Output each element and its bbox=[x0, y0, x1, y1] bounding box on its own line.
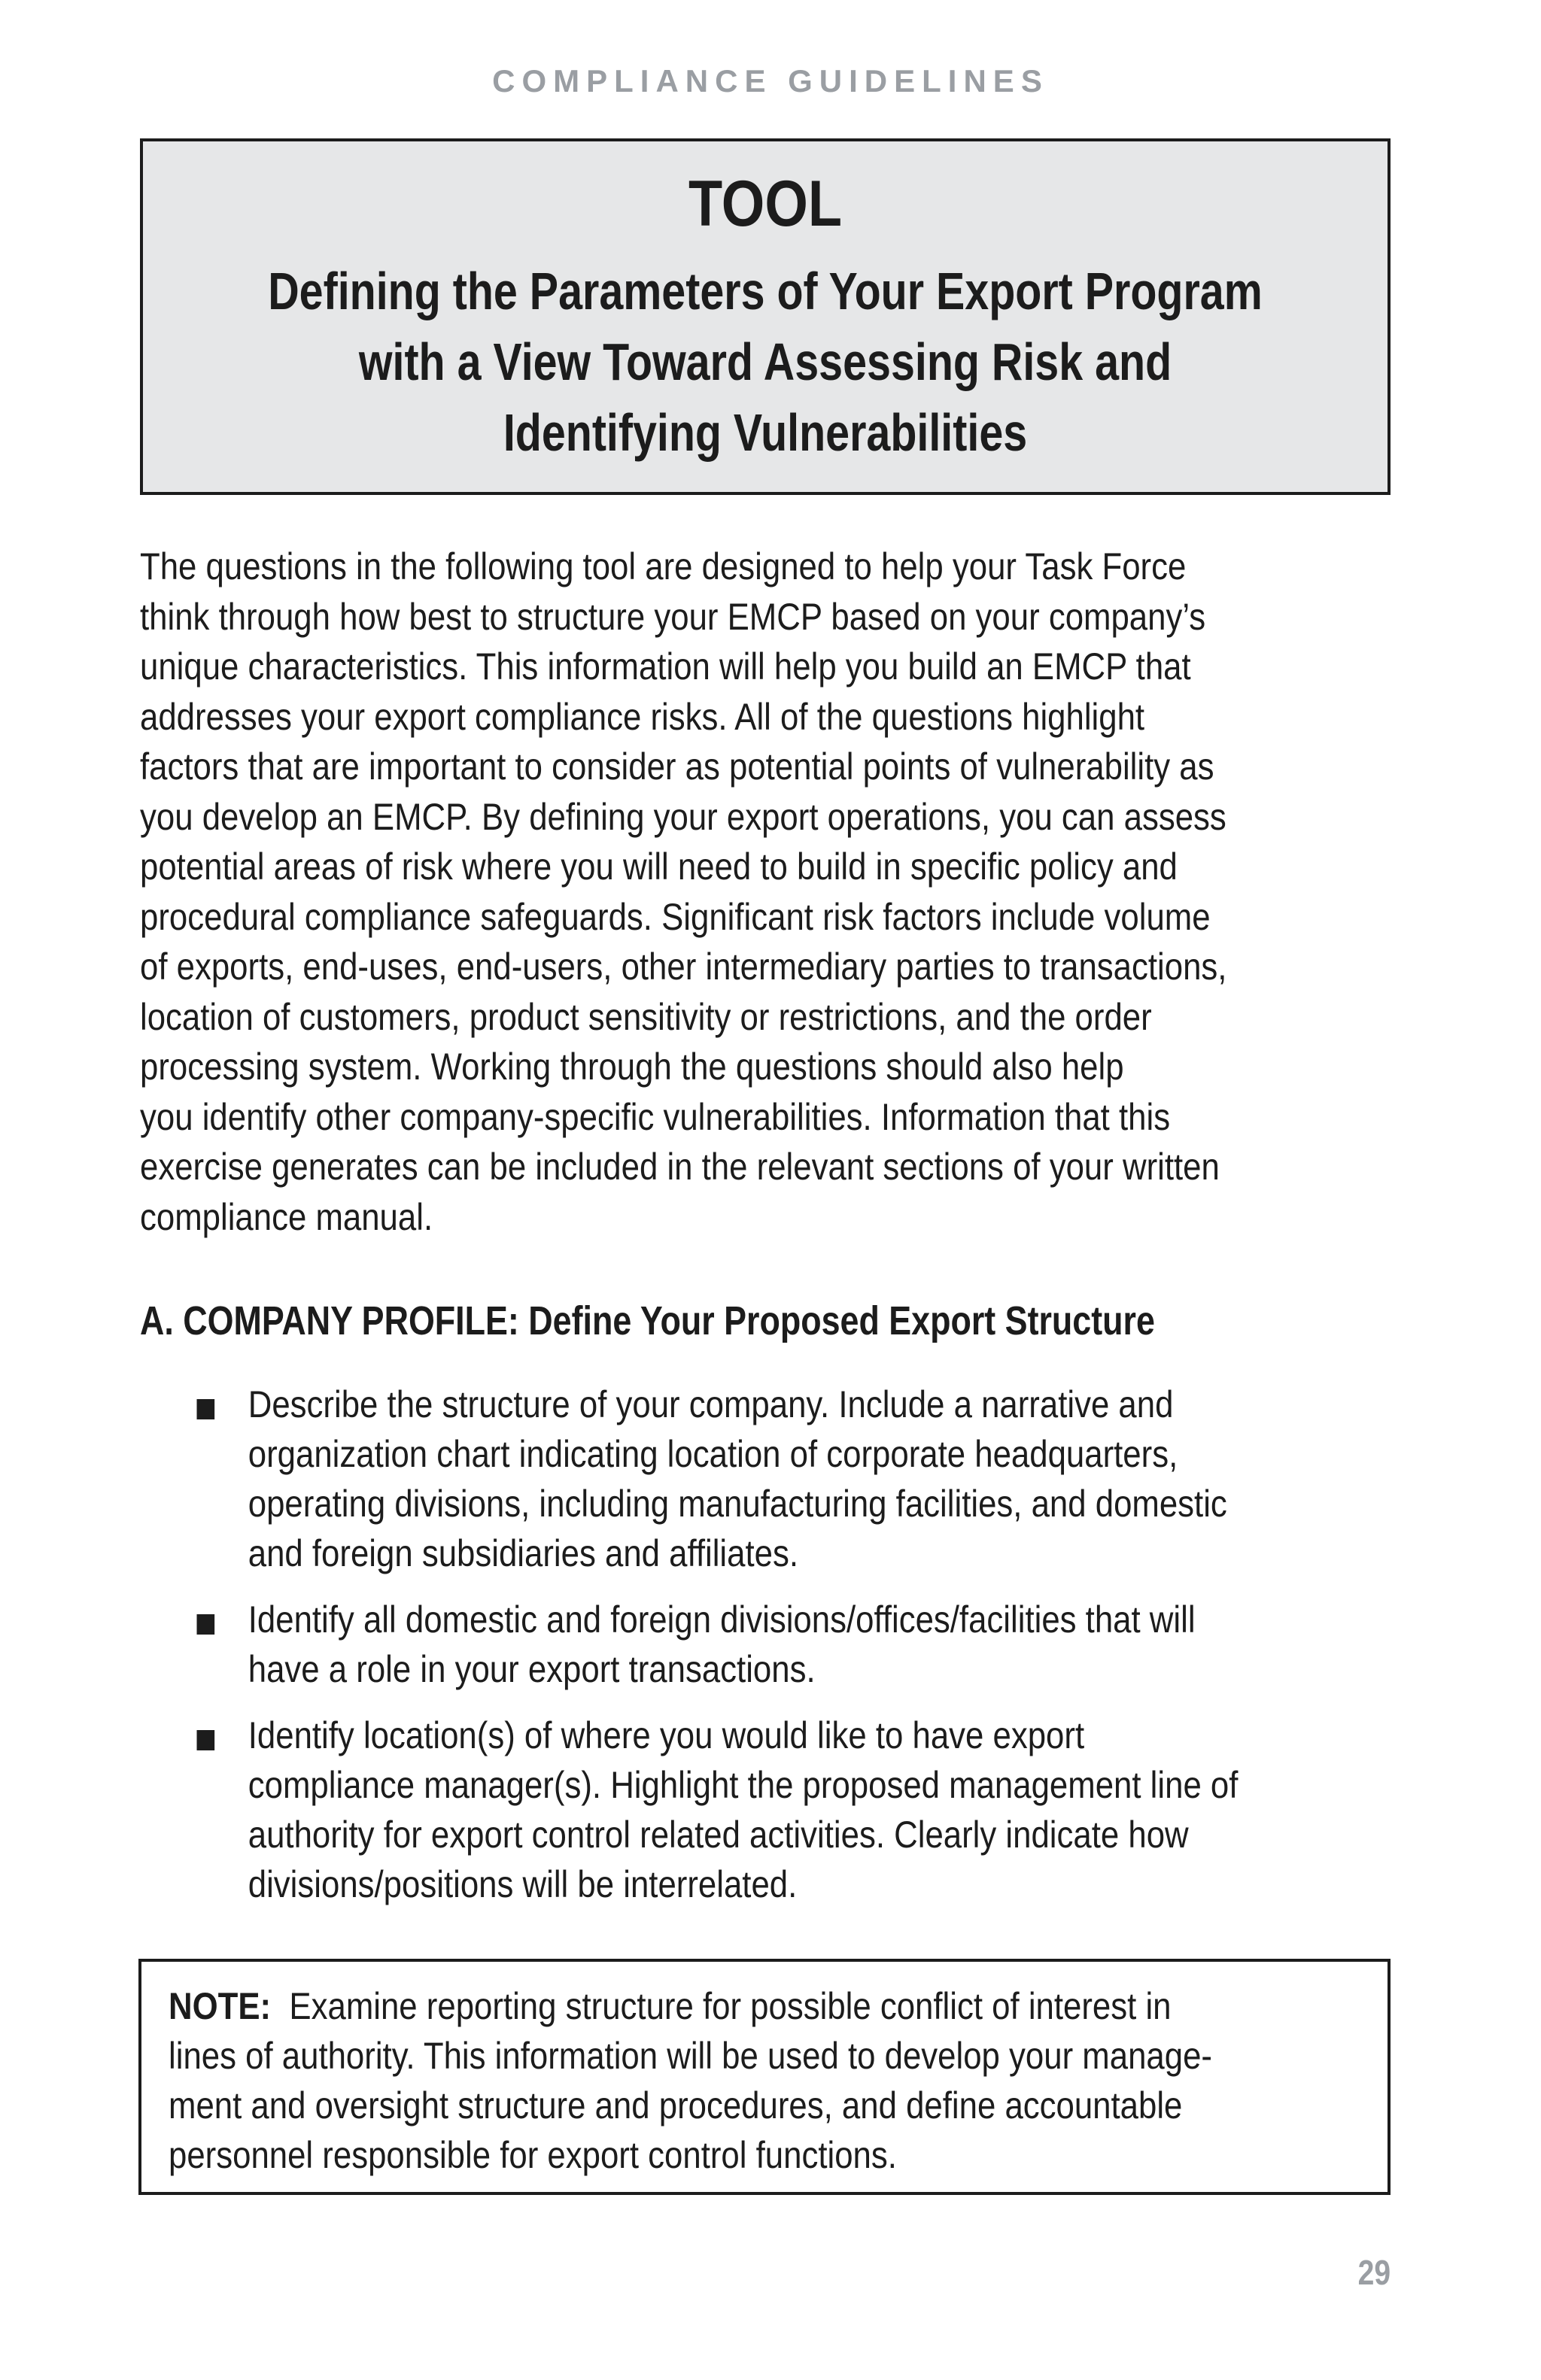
running-head: COMPLIANCE GUIDELINES bbox=[492, 63, 1049, 99]
intro-line: compliance manual. bbox=[140, 1195, 433, 1238]
tool-subtitle-line: Defining the Parameters of Your Export Program bbox=[268, 262, 1263, 321]
intro-line: The questions in the following tool are designed to help your Task Force bbox=[140, 545, 1187, 587]
intro-line: procedural compliance safeguards. Significant risk factors include volume bbox=[140, 895, 1211, 938]
bullet-item bbox=[194, 1711, 1406, 1909]
intro-line: potential areas of risk where you will need to build in specific policy and bbox=[140, 845, 1178, 888]
bullet-line: have a role in your export transactions. bbox=[248, 1648, 816, 1690]
section-a-heading: A. COMPANY PROFILE: Define Your Proposed Export Structure bbox=[140, 1298, 1155, 1343]
note-line: lines of authority. This information will be used to develop your manage- bbox=[169, 2035, 1212, 2077]
tool-subtitle-line: Identifying Vulnerabilities bbox=[503, 403, 1028, 463]
bullet-line: authority for export control related activities. Clearly indicate how bbox=[248, 1814, 1189, 1856]
intro-line: you develop an EMCP. By defining your export operations, you can assess bbox=[140, 795, 1226, 838]
intro-line: addresses your export compliance risks. All of the questions highlight bbox=[140, 695, 1145, 738]
note-line bbox=[169, 1981, 1373, 2031]
note-text bbox=[169, 1981, 1373, 2180]
tool-label: TOOL bbox=[688, 168, 843, 240]
bullet-line: divisions/positions will be interrelated. bbox=[248, 1863, 798, 1905]
intro-line: think through how best to structure your EMCP based on your company’s bbox=[140, 595, 1206, 638]
bullet-item bbox=[194, 1595, 1406, 1694]
intro-paragraph bbox=[140, 542, 1260, 1242]
intro-line: unique characteristics. This information will help you build an EMCP that bbox=[140, 645, 1191, 688]
page-number: 29 bbox=[1357, 2253, 1391, 2292]
tool-subtitle-line: with a View Toward Assessing Risk and bbox=[358, 332, 1172, 392]
square-bullet-icon bbox=[197, 1730, 215, 1750]
section-a-bullet-list bbox=[194, 1380, 1406, 1926]
intro-line: factors that are important to consider as potential points of vulnerability as bbox=[140, 745, 1214, 788]
bullet-line: Identify location(s) of where you would like to have export bbox=[248, 1714, 1085, 1756]
tool-subtitle bbox=[266, 256, 1265, 468]
intro-line: exercise generates can be included in the relevant sections of your written bbox=[140, 1146, 1220, 1188]
bullet-line: and foreign subsidiaries and affiliates. bbox=[248, 1532, 799, 1574]
intro-line: you identify other company-specific vulnerabilities. Information that this bbox=[140, 1095, 1171, 1138]
bullet-item bbox=[194, 1380, 1406, 1578]
intro-line: processing system. Working through the questions should also help bbox=[140, 1046, 1124, 1088]
bullet-line: operating divisions, including manufacturing facilities, and domestic bbox=[248, 1483, 1227, 1525]
tool-title-box bbox=[140, 138, 1391, 495]
bullet-line: Describe the structure of your company. Include a narrative and bbox=[248, 1383, 1174, 1425]
note-box bbox=[138, 1959, 1391, 2195]
note-line-text: Examine reporting structure for possible conflict of interest in bbox=[289, 1985, 1172, 2027]
intro-line: of exports, end-uses, end-users, other intermediary parties to transactions, bbox=[140, 946, 1227, 988]
bullet-line: Identify all domestic and foreign divisions/offices/facilities that will bbox=[248, 1598, 1196, 1641]
note-line: personnel responsible for export control functions. bbox=[169, 2134, 897, 2176]
square-bullet-icon bbox=[197, 1614, 215, 1635]
intro-line: location of customers, product sensitivity or restrictions, and the order bbox=[140, 995, 1152, 1038]
note-label: NOTE: bbox=[169, 1985, 272, 2027]
bullet-line: organization chart indicating location of corporate headquarters, bbox=[248, 1433, 1178, 1475]
square-bullet-icon bbox=[197, 1399, 215, 1419]
note-line: ment and oversight structure and procedures, and define accountable bbox=[169, 2084, 1183, 2127]
bullet-line: compliance manager(s). Highlight the proposed management line of bbox=[248, 1764, 1239, 1806]
